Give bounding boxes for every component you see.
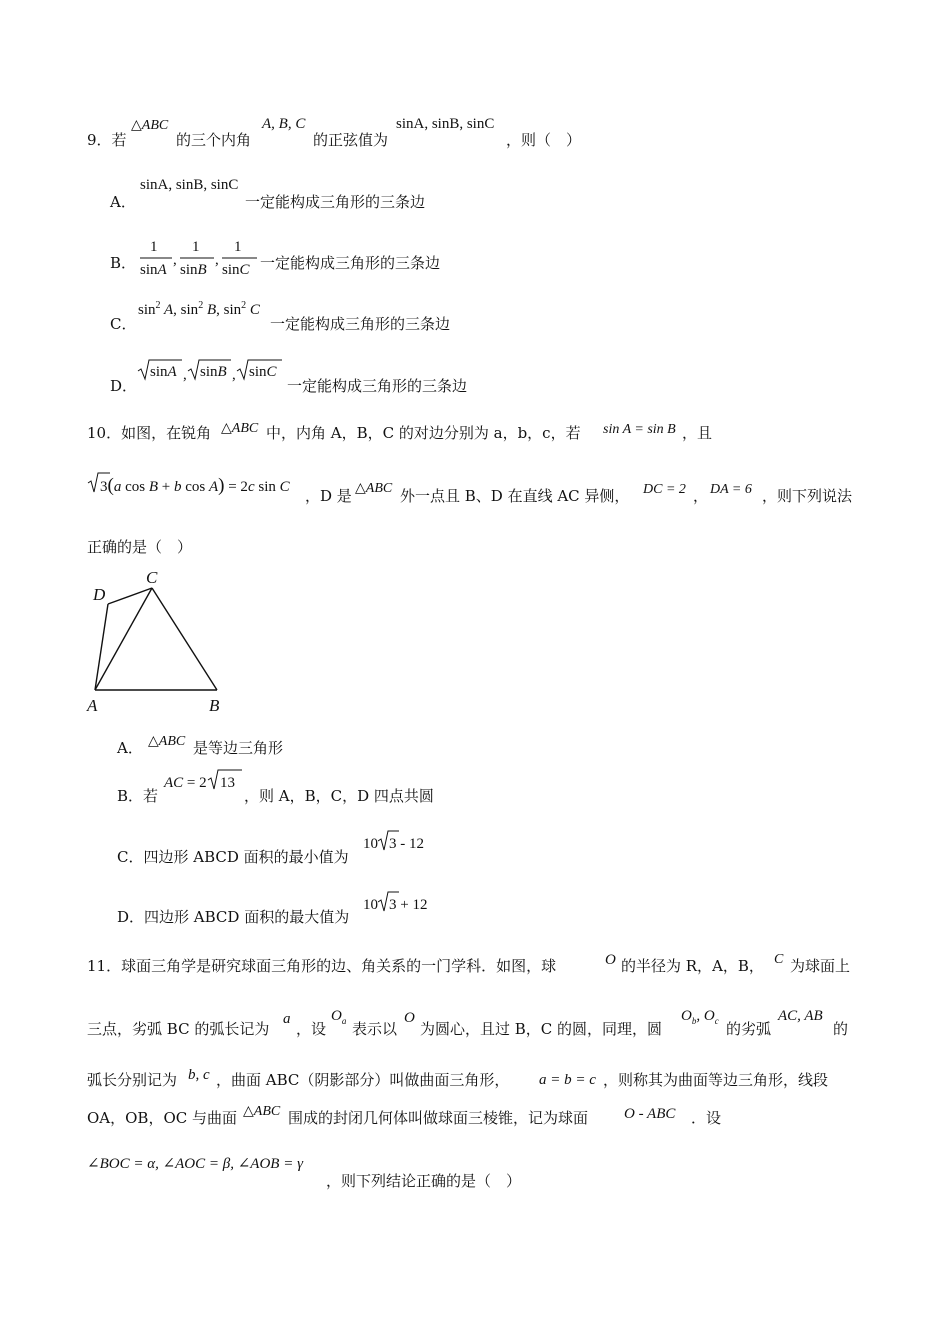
q11-line3-a: 弧长分别记为 [87,1071,178,1089]
svg-text:,: , [232,367,236,383]
svg-text:AC = 2: AC = 2 [164,775,207,791]
q11-O2: O [404,1010,415,1026]
q10-line2-a: ，D 是 [305,487,352,505]
q11-triangle: △ABC [243,1104,281,1119]
q11-pyramid: O - ABC [624,1106,676,1122]
q11-line2-e: 的劣弧 [726,1020,772,1038]
q11-arcs: AC, AB [778,1008,823,1024]
q11-angles: ∠BOC = α, ∠AOC = β, ∠AOB = γ [87,1156,303,1172]
q9-option-b-label: B． [110,254,137,272]
q9-option-b-fractions [136,234,260,282]
q9-text1: 的三个内角 [176,131,252,149]
q10-option-c-label: C．四边形 ABCD 面积的最小值为 [117,848,349,866]
svg-text:Ob, Oc: $O_b$, $O_c$ [681,1008,719,1026]
q10-option-c-math [362,829,436,853]
q10-triangle: △ABC [221,421,259,436]
svg-text:3(a cos B + b cos A) = 2c sin: 3(a cos B + b cos A) = 2c sin C [100,475,290,496]
q10-option-d-label: D．四边形 ABCD 面积的最大值为 [117,908,350,926]
svg-text:1: 1 [150,239,158,255]
q10-option-a-label: A． [117,739,143,757]
q11-line1-a: 11．球面三角学是研究球面三角形的边、角关系的一门学科．如图，球 [87,957,557,975]
svg-text:sinC: sinC [249,364,277,380]
q10-line3: 正确的是（ ） [87,538,193,556]
q10-option-b-text: ，则 A，B，C，D 四点共圆 [244,787,434,805]
q10-line2-b: 外一点且 B、D 在直线 AC 异侧， [400,487,630,505]
q10-line1-b: 中，内角 A，B，C 的对边分别为 a，b，c，若 [266,424,581,442]
q9-number: 9．若 [87,131,127,149]
q11-line2-f: 的 [833,1020,849,1038]
q10-line1-c: ，且 [682,424,713,442]
q10-cond1: sin A = sin B [603,422,676,437]
q10-da: DA = 6 [710,482,752,497]
q9-option-b-text: 一定能构成三角形的三条边 [260,254,441,272]
q11-a: a [283,1011,291,1027]
figure-label-c: C [146,568,158,587]
q11-abc-eq: a = b = c [539,1072,596,1088]
svg-text:10: 10 [363,836,378,852]
svg-text:10: 10 [363,897,378,913]
figure-label-a: A [87,696,98,715]
svg-text:,: , [215,252,219,268]
q10-line1-a: 10．如图，在锐角 [87,424,212,442]
q11-line4-b: 围成的封闭几何体叫做球面三棱锥，记为球面 [288,1109,589,1127]
q9-text3: ，则（ ） [506,131,582,149]
figure-label-b: B [209,696,220,715]
q9-option-c-math [136,296,270,320]
q11-line5: ，则下列结论正确的是（ ） [326,1172,522,1190]
q10-comma: ， [693,487,709,505]
svg-text:1: 1 [192,239,200,255]
q11-line2-d: 为圆心，且过 B，C 的圆，同理，圆 [420,1020,663,1038]
q10-cond2 [86,470,306,498]
q9-text2: 的正弦值为 [313,131,389,149]
q10-triangle-2: △ABC [355,481,393,496]
q11-line2-c: 表示以 [352,1020,398,1038]
svg-text:13: 13 [220,775,235,791]
q10-option-a-text: 是等边三角形 [193,739,284,757]
svg-text:3 - 12: 3 - 12 [389,836,424,852]
svg-text:3 + 12: 3 + 12 [389,897,428,913]
figure-label-d: D [93,585,106,604]
q9-option-c-label: C． [110,315,137,333]
svg-text:sinB: sinB [180,262,207,278]
q10-dc: DC = 2 [643,482,686,497]
q11-bc: b, c [188,1067,210,1083]
q11-C: C [774,952,784,967]
q11-Oa [330,1004,352,1026]
q11-ObOc [680,1004,726,1026]
q9-option-a-label: A． [110,193,136,211]
q11-line4-c: ．设 [691,1109,722,1127]
q10-option-b-math [162,768,246,794]
q11-line3-b: ，曲面 ABC（阴影部分）叫做曲面三角形， [216,1071,510,1089]
q11-line2-b: ，设 [296,1020,327,1038]
q9-option-d-text: 一定能构成三角形的三条边 [287,377,468,395]
q9-angles: A, B, C [262,116,306,132]
svg-text:sinA: sinA [150,364,177,380]
q11-line3-c: ，则称其为曲面等边三角形，线段 [603,1071,829,1089]
svg-text:sinB: sinB [200,364,227,380]
q10-quadrilateral-figure [86,566,236,716]
svg-text:sinA: sinA [140,262,167,278]
svg-text:,: , [183,367,187,383]
q11-O: O [605,952,616,968]
q10-option-d-math [362,890,436,914]
q10-line2-c: ，则下列说法 [762,487,853,505]
q9-option-d-label: D． [110,377,138,395]
svg-text:Oa: $O_a$ [331,1008,347,1026]
q9-option-c-text: 一定能构成三角形的三条边 [270,315,451,333]
q11-line2-a: 三点，劣弧 BC 的弧长记为 [87,1020,270,1038]
q9-option-d-math [136,358,286,384]
q11-line1-c: 为球面上 [790,957,851,975]
q11-line4-a: OA，OB，OC 与曲面 [87,1109,237,1127]
q9-option-a-text: 一定能构成三角形的三条边 [245,193,426,211]
svg-text:sin2 A, sin2 B, sin2 C: $\sin^2 A$, $\sin^2 B$, $\sin^2 C$ [138,300,260,318]
q10-option-a-math: △ABC [148,734,186,749]
q11-line1-b: 的半径为 R，A，B， [621,957,764,975]
q9-option-a-math: sinA, sinB, sinC [140,177,239,193]
svg-text:1: 1 [234,239,242,255]
q9-sines: sinA, sinB, sinC [396,116,495,132]
svg-text:sinC: sinC [222,262,250,278]
q9-triangle: △ABC [131,118,169,133]
q10-option-b-label: B．若 [117,787,159,805]
svg-text:,: , [173,252,177,268]
